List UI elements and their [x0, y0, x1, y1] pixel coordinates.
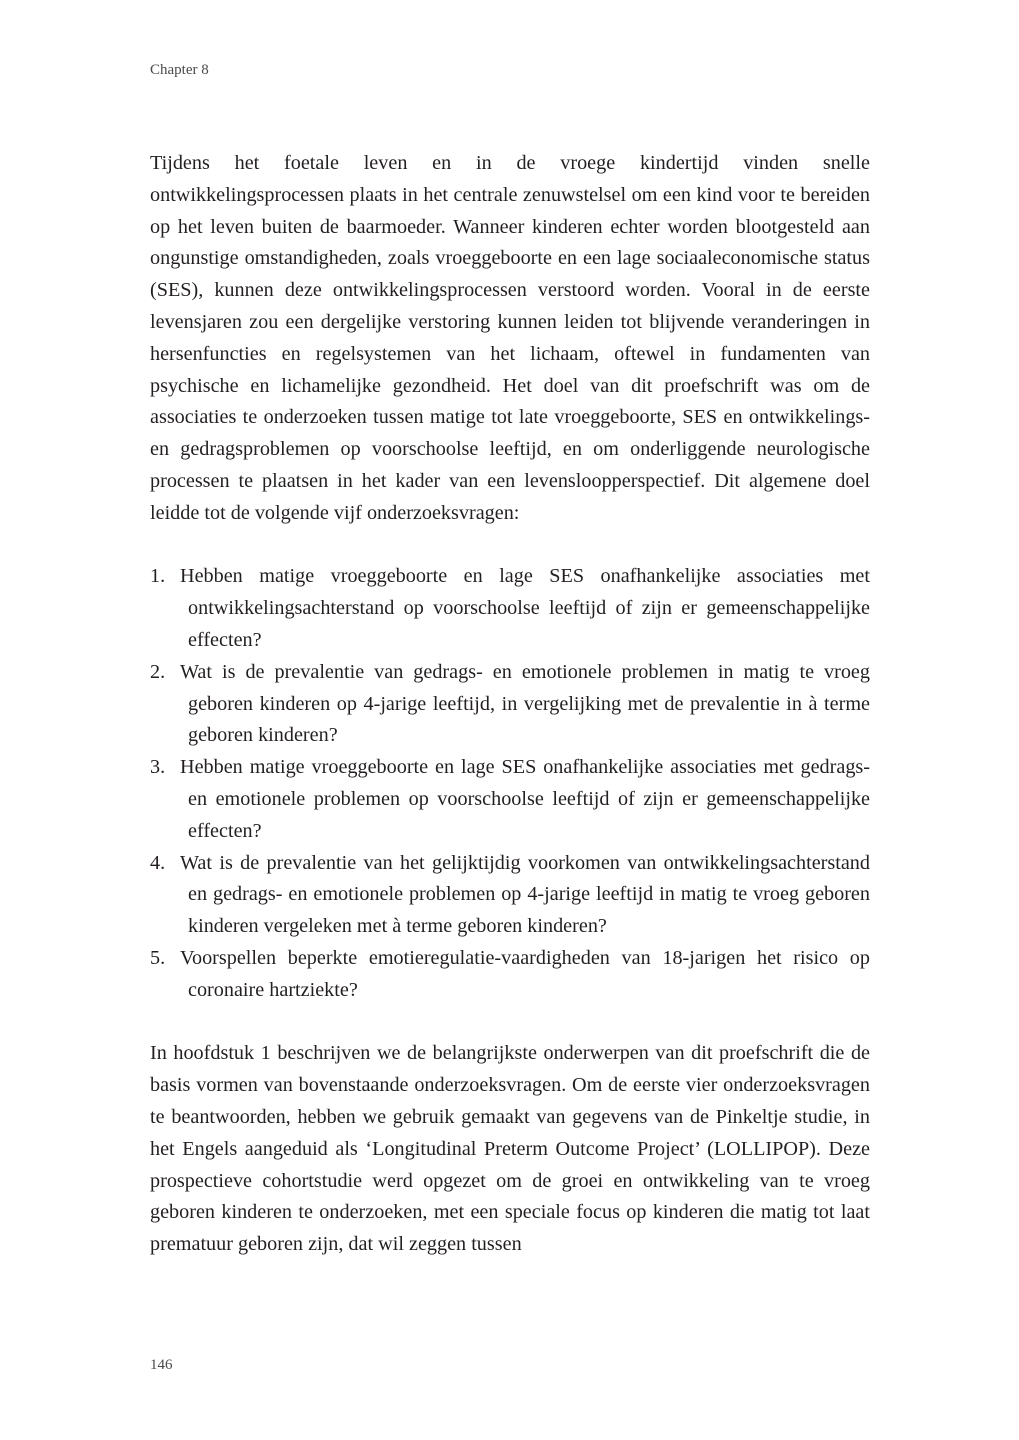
page-number: 146 — [150, 1357, 173, 1373]
research-questions-list — [150, 561, 870, 1006]
question-number: 3. — [150, 756, 166, 779]
question-number: 2. — [150, 660, 166, 683]
question-text: Hebben matige vroeggeboorte en lage SES onafhankelijke associaties met gedrags- en emotionele problemen op voorschoolse leeftijd of zijn er gemeenschappelijke effecten? — [180, 756, 870, 842]
question-text: Wat is de prevalentie van het gelijktijdig voorkomen van ontwikkelingsachterstand en gedrags- en emotionele problemen op 4-jarige leeftijd in matig te vroeg geboren kinderen vergeleken met à terme geboren kinderen? — [180, 851, 870, 938]
question-text: Voorspellen beperkte emotieregulatie-vaardigheden van 18-jarigen het risico op coronaire hartziekte? — [180, 946, 870, 1001]
research-question-3 — [150, 752, 870, 847]
research-question-4 — [150, 848, 870, 943]
page-body — [150, 148, 870, 1261]
running-head: Chapter 8 — [150, 62, 209, 78]
question-text: Wat is de prevalentie van gedrags- en emotionele problemen in matig te vroeg geboren kinderen op 4-jarige leeftijd, in vergelijking met de prevalentie in à terme geboren kinderen? — [180, 660, 870, 747]
question-number: 1. — [150, 565, 166, 588]
question-number: 5. — [150, 946, 166, 969]
followup-paragraph: In hoofdstuk 1 beschrijven we de belangrijkste onderwerpen van dit proefschrift die de basis vormen van bovenstaande onderzoeksvragen. Om de eerste vier onderzoeksvragen te beantwoorden, hebben we gebruik gemaakt van gegevens van de Pinkeltje studie, in het Engels aangeduid als ‘Longitudinal Preterm Outcome Project’ (LOLLIPOP). Deze prospectieve cohortstudie werd opgezet om de groei en ontwikkeling van te vroeg geboren kinderen te onderzoeken, met een speciale focus op kinderen die matig tot laat prematuur geboren zijn, dat wil zeggen tussen — [150, 1042, 870, 1256]
research-question-1 — [150, 561, 870, 656]
question-number: 4. — [150, 851, 166, 874]
question-text: Hebben matige vroeggeboorte en lage SES onafhankelijke associaties met ontwikkelingsachterstand op voorschoolse leeftijd of zijn er gemeenschappelijke effecten? — [180, 565, 870, 651]
intro-paragraph: Tijdens het foetale leven en in de vroege kindertijd vinden snelle ontwikkelingsprocessen plaats in het centrale zenuwstelsel om een kind voor te bereiden op het leven buiten de baarmoeder. Wanneer kinderen echter worden blootgesteld aan ongunstige omstandigheden, zoals vroeggeboorte en een lage sociaaleconomische status (SES), kunnen deze ontwikkelingsprocessen verstoord worden. Vooral in de eerste levensjaren zou een dergelijke verstoring kunnen leiden tot blijvende veranderingen in hersenfuncties en regelsystemen van het lichaam, oftewel in fundamenten van psychische en lichamelijke gezondheid. Het doel van dit proefschrift was om de associaties te onderzoeken tussen matige tot late vroeggeboorte, SES en ontwikkelings- en gedragsproblemen op voorschoolse leeftijd, en om onderliggende neurologische processen te plaatsen in het kader van een levensloopperspectief. Dit algemene doel leidde tot de volgende vijf onderzoeksvragen: — [150, 152, 870, 524]
research-question-2 — [150, 657, 870, 752]
research-question-5 — [150, 943, 870, 1007]
